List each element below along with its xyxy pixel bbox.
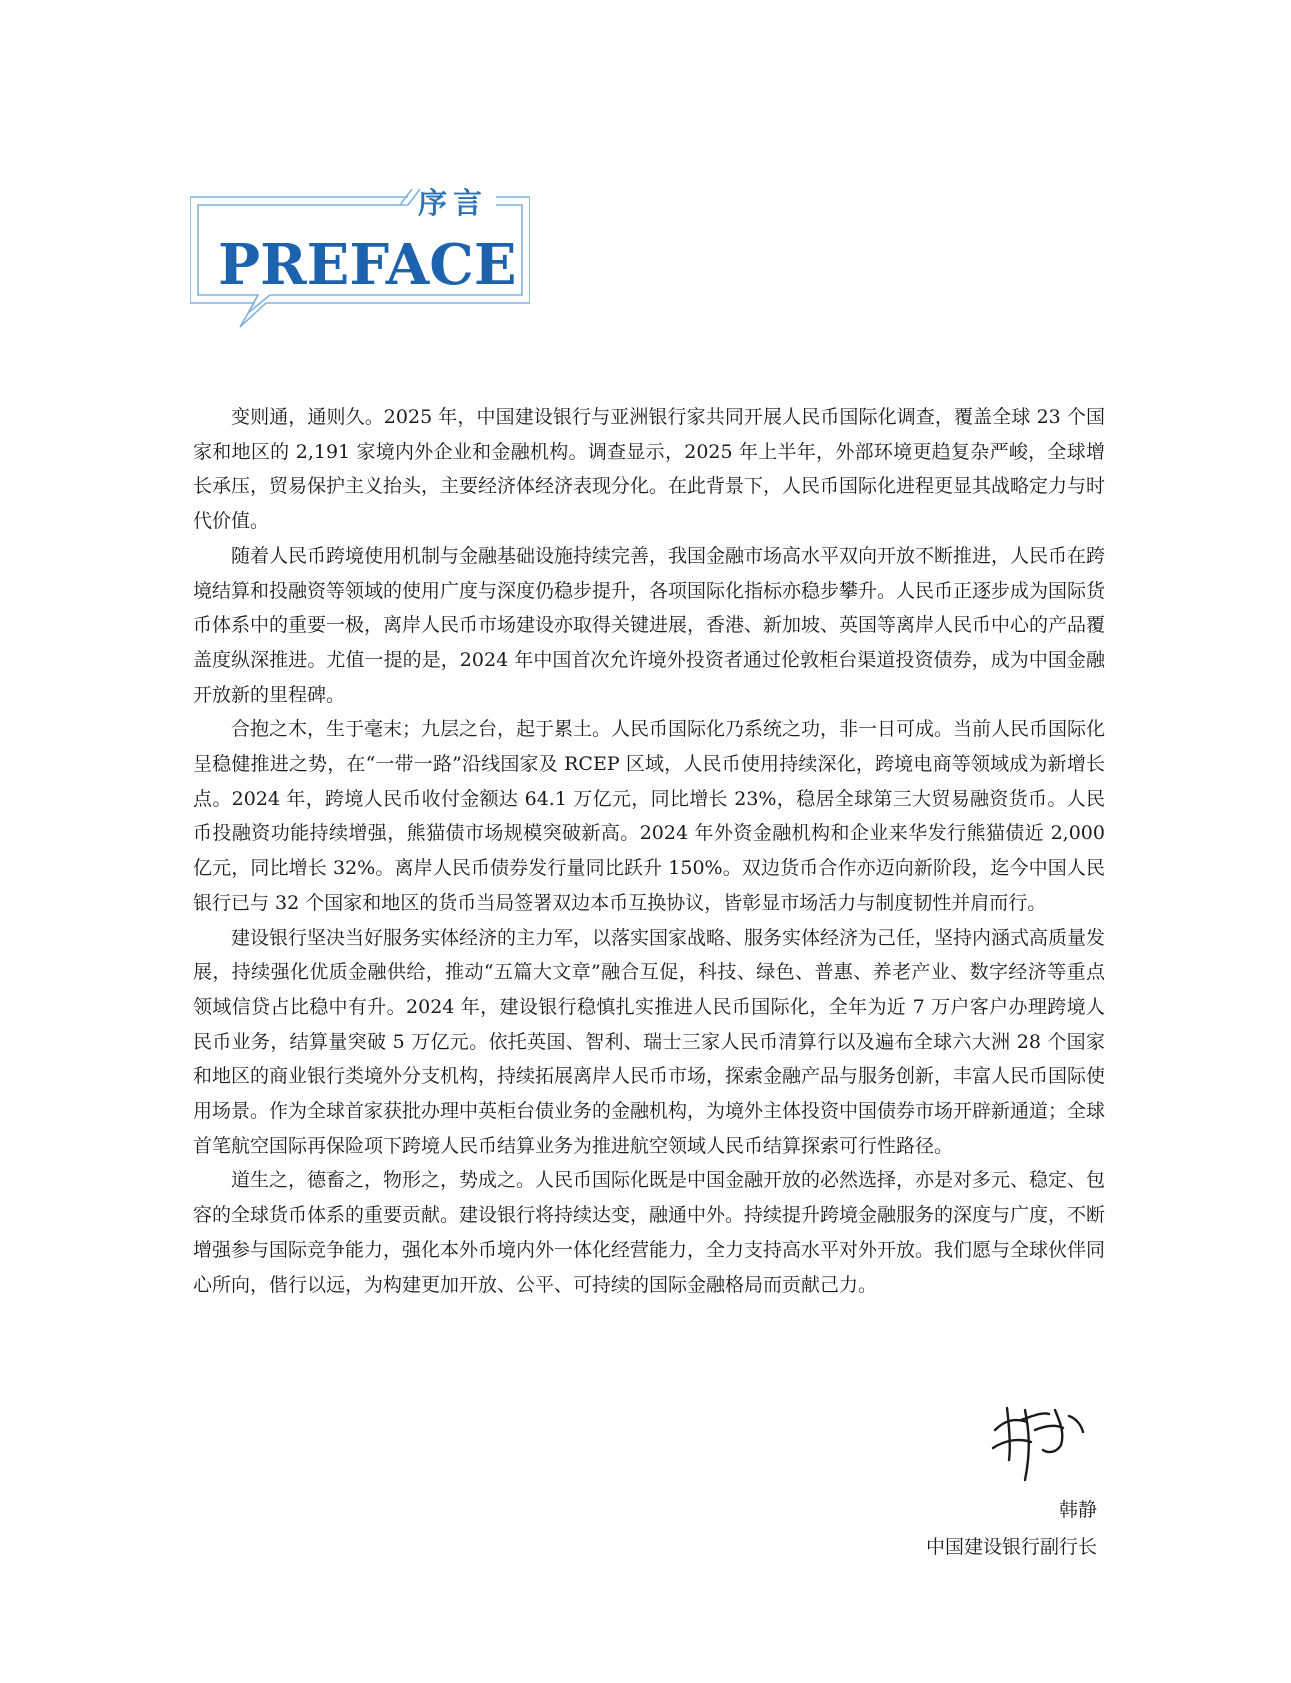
handwritten-signature <box>985 1390 1095 1490</box>
preface-title-cn: 序言 <box>418 186 489 220</box>
paragraph: 随着人民币跨境使用机制与金融基础设施持续完善，我国金融市场高水平双向开放不断推进，人民币在跨境结算和投融资等领域的使用广度与深度仍稳步提升，各项国际化指标亦稳步攀升。人民币正逐步成为国际货币体系中的重要一极，离岸人民币市场建设亦取得关键进展，香港、新加坡、英国等离岸人民币中心的产品覆盖度纵深推进。尤值一提的是，2024 年中国首次允许境外投资者通过伦敦柜台渠道投资债券，成为中国金融开放新的里程碑。 <box>193 544 1106 706</box>
paragraph: 变则通，通则久。2025 年，中国建设银行与亚洲银行家共同开展人民币国际化调查，覆盖全球 23 个国家和地区的 2,191 家境内外企业和金融机构。调查显示，2025 年上半年，外部环境更趋复杂严峻，全球增长承压，贸易保护主义抬头，主要经济体经济表现分化。在此背景下，人民币国际化进程更显其战略定力与时代价值。 <box>193 406 1106 533</box>
paragraph: 建设银行坚决当好服务实体经济的主力军，以落实国家战略、服务实体经济为己任，坚持内涵式高质量发展，持续强化优质金融供给，推动“五篇大文章”融合互促，科技、绿色、普惠、养老产业、数字经济等重点领域信贷占比稳中有升。2024 年，建设银行稳慎扎实推进人民币国际化，全年为近 7 万户客户办理跨境人民币业务，结算量突破 5 万亿元。依托英国、智利、瑞士三家人民币清算行以及遍布全球六大洲 28 个国家和地区的商业银行类境外分支机构，持续拓展离岸人民币市场，探索金融产品与服务创新，丰富人民币国际使用场景。作为全球首家获批办理中英柜台债业务的金融机构，为境外主体投资中国债券市场开辟新通道；全球首笔航空国际再保险项下跨境人民币结算业务为推进航空领域人民币结算探索可行性路径。 <box>193 926 1106 1157</box>
preface-body <box>193 400 1105 1302</box>
paragraph: 道生之，德畜之，物形之，势成之。人民币国际化既是中国金融开放的必然选择，亦是对多元、稳定、包容的全球货币体系的重要贡献。建设银行将持续达变，融通中外。持续提升跨境金融服务的深度与广度，不断增强参与国际竞争能力，强化本外币境内外一体化经营能力，全力支持高水平对外开放。我们愿与全球伙伴同心所向，偕行以远，为构建更加开放、公平、可持续的国际金融格局而贡献己力。 <box>193 1169 1106 1296</box>
preface-title-en: PREFACE <box>218 232 517 298</box>
paragraph: 合抱之木，生于毫末；九层之台，起于累土。人民币国际化乃系统之功，非一日可成。当前人民币国际化呈稳健推进之势，在“一带一路”沿线国家及 RCEP 区域，人民币使用持续深化，跨境电商等领域成为新增长点。2024 年，跨境人民币收付金额达 64.1 万亿元，同比增长 23%，稳居全球第三大贸易融资货币。人民币投融资功能持续增强，熊猫债市场规模突破新高。2024 年外资金融机构和企业来华发行熊猫债近 2,000 亿元，同比增长 32%。离岸人民币债券发行量同比跃升 150%。双边货币合作亦迈向新阶段，迄今中国人民银行已与 32 个国家和地区的货币当局签署双边本币互换协议，皆彰显市场活力与制度韧性并肩而行。 <box>193 718 1106 914</box>
signatory-name: 韩静 <box>1058 1499 1097 1521</box>
preface-header <box>190 185 530 330</box>
signatory-title: 中国建设银行副行长 <box>925 1536 1097 1558</box>
